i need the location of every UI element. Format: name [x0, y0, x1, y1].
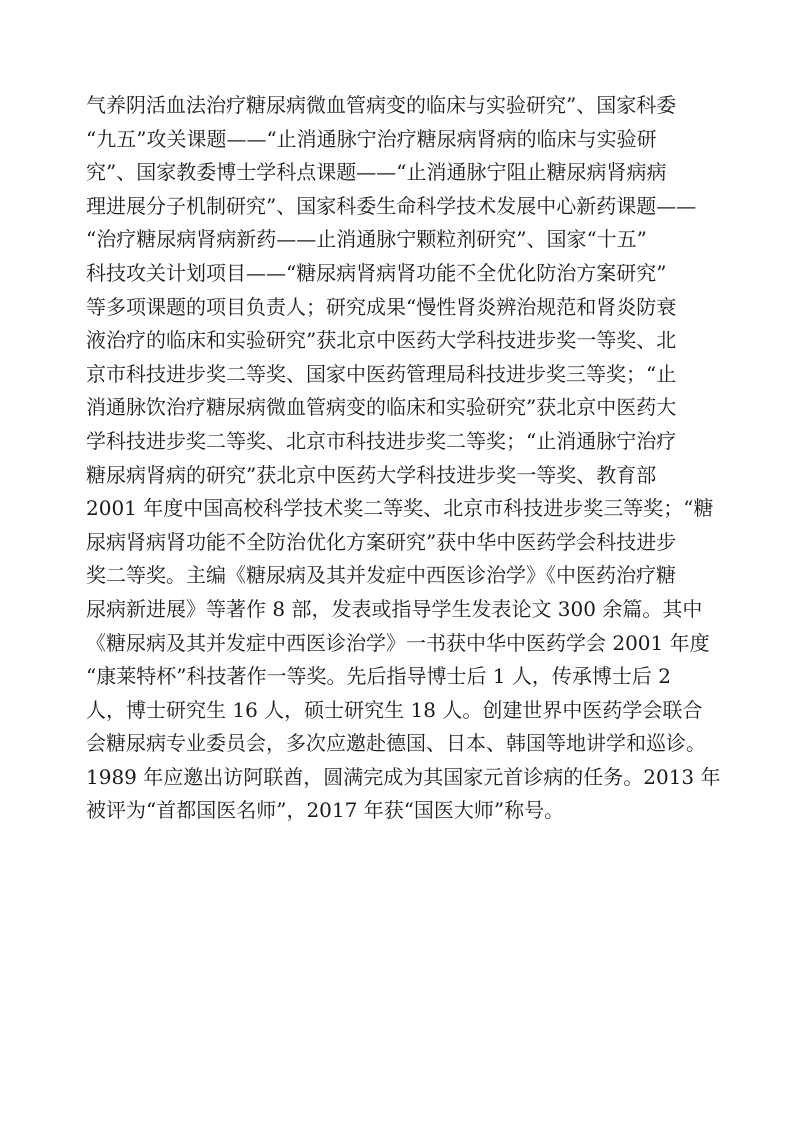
- text-line: 液治疗的临床和实验研究”获北京中医药大学科技进步奖一等奖、北: [86, 328, 677, 353]
- text-line: “康莱特杯”科技著作一等奖。先后指导博士后 1 人，传承博士后 2: [86, 664, 671, 689]
- text-line: 京市科技进步奖二等奖、国家中医药管理局科技进步奖三等奖；“止: [86, 361, 677, 386]
- text-line: 理进展分子机制研究”、国家科委生命科学技术发展中心新药课题——: [86, 193, 697, 218]
- text-line: 2001 年度中国高校科学技术奖二等奖、北京市科技进步奖三等奖；“糖: [86, 496, 714, 521]
- text-line: 糖尿病肾病的研究”获北京中医药大学科技进步奖一等奖、教育部: [86, 462, 657, 487]
- text-line: 等多项课题的项目负责人；研究成果“慢性肾炎辨治规范和肾炎防衰: [86, 294, 677, 319]
- text-line: 人，博士研究生 16 人，硕士研究生 18 人。创建世界中医药学会联合: [86, 697, 703, 722]
- text-line: 会糖尿病专业委员会，多次应邀赴德国、日本、韩国等地讲学和巡诊。: [86, 731, 706, 756]
- body-text: [86, 89, 726, 828]
- text-line: 尿病新进展》等著作 8 部，发表或指导学生发表论文 300 余篇。其中: [86, 596, 703, 621]
- text-line: 《糖尿病及其并发症中西医诊治学》一书获中华中医药学会 2001 年度: [86, 630, 710, 655]
- text-line: 究”、国家教委博士学科点课题——“止消通脉宁阻止糖尿病肾病病: [86, 160, 667, 185]
- text-line: 气养阴活血法治疗糖尿病微血管病变的临床与实验研究”、国家科委: [86, 93, 677, 117]
- text-line: “治疗糖尿病肾病新药——止消通脉宁颗粒剂研究”、国家“十五”: [86, 227, 647, 252]
- text-line: 学科技进步奖二等奖、北京市科技进步奖二等奖；“止消通脉宁治疗: [86, 428, 677, 453]
- text-line: 尿病肾病肾功能不全防治优化方案研究”获中华中医药学会科技进步: [86, 529, 677, 554]
- text-line: 消通脉饮治疗糖尿病微血管病变的临床和实验研究”获北京中医药大: [86, 395, 677, 420]
- text-line: 被评为“首都国医名师”，2017 年获“国医大师”称号。: [86, 798, 565, 823]
- text-line: 科技攻关计划项目——“糖尿病肾病肾功能不全优化防治方案研究”: [86, 260, 667, 285]
- text-line: “九五”攻关课题——“止消通脉宁治疗糖尿病肾病的临床与实验研: [86, 126, 657, 151]
- text-line: 1989 年应邀出访阿联酋，圆满完成为其国家元首诊病的任务。2013 年: [86, 764, 721, 789]
- text-line: 奖二等奖。主编《糖尿病及其并发症中西医诊治学》《中医药治疗糖: [86, 563, 676, 588]
